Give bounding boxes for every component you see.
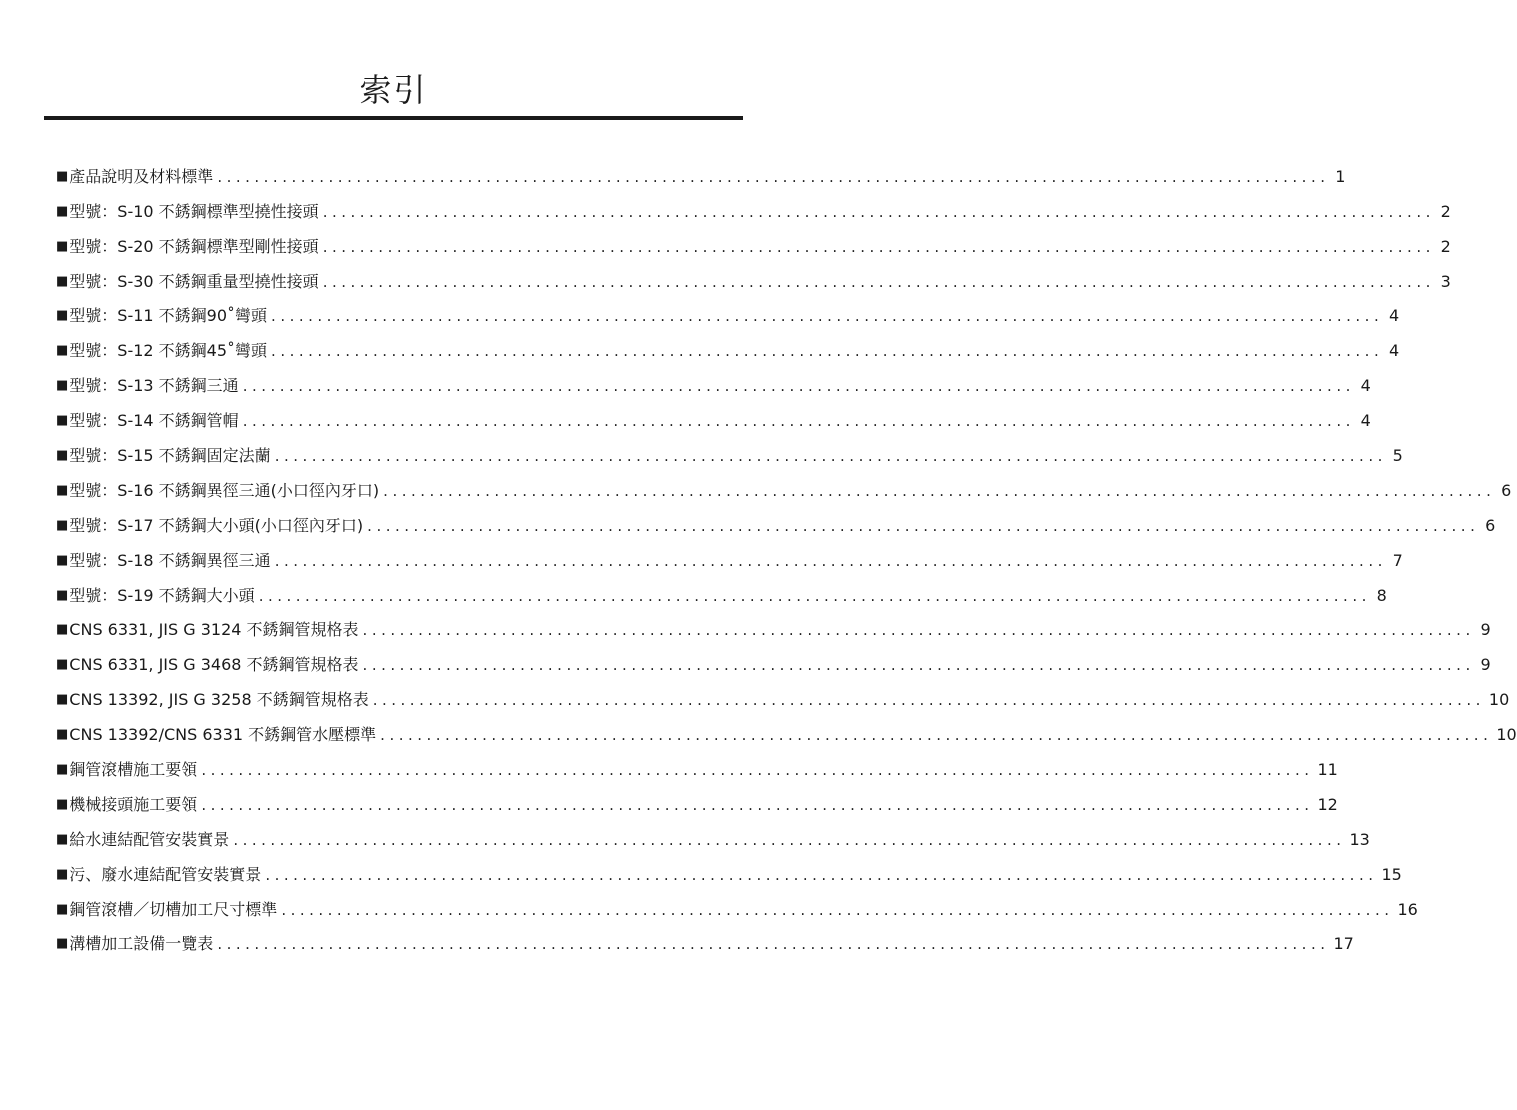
- toc-entry-page-number: 12: [1317, 794, 1338, 814]
- dot-leader: ........................................................................................................................: [271, 342, 1384, 361]
- square-bullet-icon: ■: [56, 343, 69, 359]
- toc-entry-title: 型號：S-12 不銹鋼45˚彎頭: [69, 341, 268, 361]
- square-bullet-icon: ■: [56, 866, 69, 882]
- dot-leader: ........................................................................................................................: [322, 272, 1435, 291]
- dot-leader: ........................................................................................................................: [367, 516, 1480, 535]
- toc-entry[interactable]: [56, 572, 1387, 607]
- toc-entry-title: 機械接頭施工要領: [69, 794, 198, 814]
- dot-leader: ........................................................................................................................: [217, 167, 1330, 186]
- toc-entry-page-number: 13: [1349, 829, 1370, 849]
- square-bullet-icon: ■: [56, 762, 69, 778]
- square-bullet-icon: ■: [56, 727, 69, 743]
- toc-entry-title: 給水連結配管安裝實景: [69, 829, 230, 849]
- dot-leader: ........................................................................................................................: [217, 935, 1330, 954]
- toc-entry-title: 型號：S-11 不銹鋼90˚彎頭: [69, 306, 268, 326]
- dot-leader: ........................................................................................................................: [242, 412, 1355, 431]
- square-bullet-icon: ■: [56, 413, 69, 429]
- toc-entry-page-number: 10: [1488, 690, 1510, 710]
- toc-entry-title: 污、廢水連結配管安裝實景: [69, 864, 262, 884]
- table-of-contents: [56, 153, 1517, 955]
- toc-entry-page-number: 11: [1317, 760, 1338, 780]
- square-bullet-icon: ■: [56, 901, 69, 917]
- toc-entry-page-number: 4: [1389, 341, 1400, 361]
- toc-entry-title: 鋼管滾槽施工要領: [69, 760, 198, 780]
- square-bullet-icon: ■: [56, 378, 69, 394]
- square-bullet-icon: ■: [56, 657, 69, 673]
- dot-leader: ........................................................................................................................: [233, 830, 1346, 849]
- toc-entry-title: 型號：S-18 不銹鋼異徑三通: [69, 550, 271, 570]
- dot-leader: ........................................................................................................................: [242, 377, 1355, 396]
- dot-leader: ........................................................................................................................: [271, 307, 1384, 326]
- square-bullet-icon: ■: [56, 796, 69, 812]
- toc-entry-title: 型號：S-10 不銹鋼標準型撓性接頭: [69, 201, 319, 221]
- dot-leader: ........................................................................................................................: [281, 900, 1394, 919]
- toc-entry-page-number: 4: [1389, 306, 1400, 326]
- toc-entry-title: 型號：S-16 不銹鋼異徑三通(小口徑內牙口): [69, 480, 380, 500]
- toc-entry[interactable]: [56, 746, 1338, 781]
- toc-entry[interactable]: [56, 851, 1402, 886]
- dot-leader: ........................................................................................................................: [322, 237, 1435, 256]
- dot-leader: ........................................................................................................................: [258, 586, 1371, 605]
- title-divider: [44, 116, 743, 120]
- toc-entry-page-number: 6: [1485, 515, 1496, 535]
- toc-entry-page-number: 2: [1440, 236, 1451, 256]
- toc-entry-page-number: 2: [1440, 201, 1451, 221]
- toc-entry-page-number: 16: [1397, 899, 1418, 919]
- toc-entry-page-number: 7: [1392, 550, 1403, 570]
- square-bullet-icon: ■: [56, 203, 69, 219]
- toc-entry[interactable]: [56, 607, 1491, 642]
- toc-entry-title: CNS 13392/CNS 6331 不銹鋼管水壓標準: [69, 725, 377, 745]
- dot-leader: ........................................................................................................................: [201, 795, 1314, 814]
- toc-entry[interactable]: [56, 397, 1371, 432]
- square-bullet-icon: ■: [56, 692, 69, 708]
- square-bullet-icon: ■: [56, 168, 69, 184]
- square-bullet-icon: ■: [56, 238, 69, 254]
- toc-entry-title: 溝槽加工設備一覽表: [69, 934, 214, 954]
- toc-entry-title: 型號：S-30 不銹鋼重量型撓性接頭: [69, 271, 319, 291]
- toc-entry-title: CNS 13392, JIS G 3258 不銹鋼管規格表: [69, 690, 369, 710]
- toc-entry-page-number: 15: [1381, 864, 1402, 884]
- square-bullet-icon: ■: [56, 448, 69, 464]
- dot-leader: ........................................................................................................................: [380, 726, 1493, 745]
- toc-entry[interactable]: [56, 258, 1451, 293]
- toc-entry[interactable]: [56, 537, 1403, 572]
- toc-entry-page-number: 9: [1480, 620, 1491, 640]
- toc-entry-page-number: 3: [1440, 271, 1451, 291]
- toc-entry[interactable]: [56, 432, 1403, 467]
- dot-leader: ........................................................................................................................: [322, 202, 1435, 221]
- square-bullet-icon: ■: [56, 308, 69, 324]
- dot-leader: ........................................................................................................................: [362, 621, 1475, 640]
- toc-entry-title: 型號：S-13 不銹鋼三通: [69, 376, 239, 396]
- toc-entry[interactable]: [56, 153, 1346, 188]
- toc-entry[interactable]: [56, 816, 1370, 851]
- toc-entry[interactable]: [56, 362, 1371, 397]
- dot-leader: ........................................................................................................................: [383, 481, 1496, 500]
- toc-entry-title: 產品說明及材料標準: [69, 166, 214, 186]
- toc-entry[interactable]: [56, 223, 1451, 258]
- toc-entry-title: 型號：S-15 不銹鋼固定法蘭: [69, 446, 271, 466]
- toc-entry-page-number: 6: [1501, 480, 1512, 500]
- square-bullet-icon: ■: [56, 936, 69, 952]
- toc-entry-page-number: 4: [1360, 411, 1371, 431]
- toc-entry[interactable]: [56, 327, 1400, 362]
- toc-entry[interactable]: [56, 676, 1510, 711]
- toc-entry[interactable]: [56, 886, 1418, 921]
- page-title: 索引: [359, 71, 428, 109]
- dot-leader: ........................................................................................................................: [362, 656, 1475, 675]
- dot-leader: ........................................................................................................................: [274, 447, 1387, 466]
- dot-leader: ........................................................................................................................: [274, 551, 1387, 570]
- toc-entry[interactable]: [56, 641, 1491, 676]
- toc-entry-title: 型號：S-19 不銹鋼大小頭: [69, 585, 255, 605]
- square-bullet-icon: ■: [56, 517, 69, 533]
- square-bullet-icon: ■: [56, 587, 69, 603]
- toc-entry[interactable]: [56, 711, 1517, 746]
- toc-entry-title: 型號：S-14 不銹鋼管帽: [69, 411, 239, 431]
- toc-entry-page-number: 8: [1376, 585, 1387, 605]
- dot-leader: ........................................................................................................................: [372, 691, 1485, 710]
- toc-entry-page-number: 5: [1392, 446, 1403, 466]
- toc-entry-title: 鋼管滾槽／切槽加工尺寸標準: [69, 899, 278, 919]
- square-bullet-icon: ■: [56, 831, 69, 847]
- toc-entry[interactable]: [56, 502, 1496, 537]
- square-bullet-icon: ■: [56, 482, 69, 498]
- toc-entry[interactable]: [56, 293, 1400, 328]
- toc-entry-title: CNS 6331, JIS G 3468 不銹鋼管規格表: [69, 655, 359, 675]
- toc-entry-page-number: 9: [1480, 655, 1491, 675]
- toc-entry[interactable]: [56, 188, 1451, 223]
- dot-leader: ........................................................................................................................: [265, 865, 1378, 884]
- toc-entry-title: 型號：S-20 不銹鋼標準型剛性接頭: [69, 236, 319, 256]
- square-bullet-icon: ■: [56, 622, 69, 638]
- toc-entry[interactable]: [56, 781, 1338, 816]
- square-bullet-icon: ■: [56, 273, 69, 289]
- toc-entry-page-number: 17: [1333, 934, 1354, 954]
- toc-entry-page-number: 10: [1496, 725, 1517, 745]
- toc-entry[interactable]: [56, 467, 1512, 502]
- toc-entry-page-number: 1: [1335, 166, 1346, 186]
- toc-entry[interactable]: [56, 921, 1354, 956]
- toc-entry-title: CNS 6331, JIS G 3124 不銹鋼管規格表: [69, 620, 359, 640]
- square-bullet-icon: ■: [56, 552, 69, 568]
- toc-entry-title: 型號：S-17 不銹鋼大小頭(小口徑內牙口): [69, 515, 364, 535]
- toc-entry-page-number: 4: [1360, 376, 1371, 396]
- dot-leader: ........................................................................................................................: [201, 761, 1314, 780]
